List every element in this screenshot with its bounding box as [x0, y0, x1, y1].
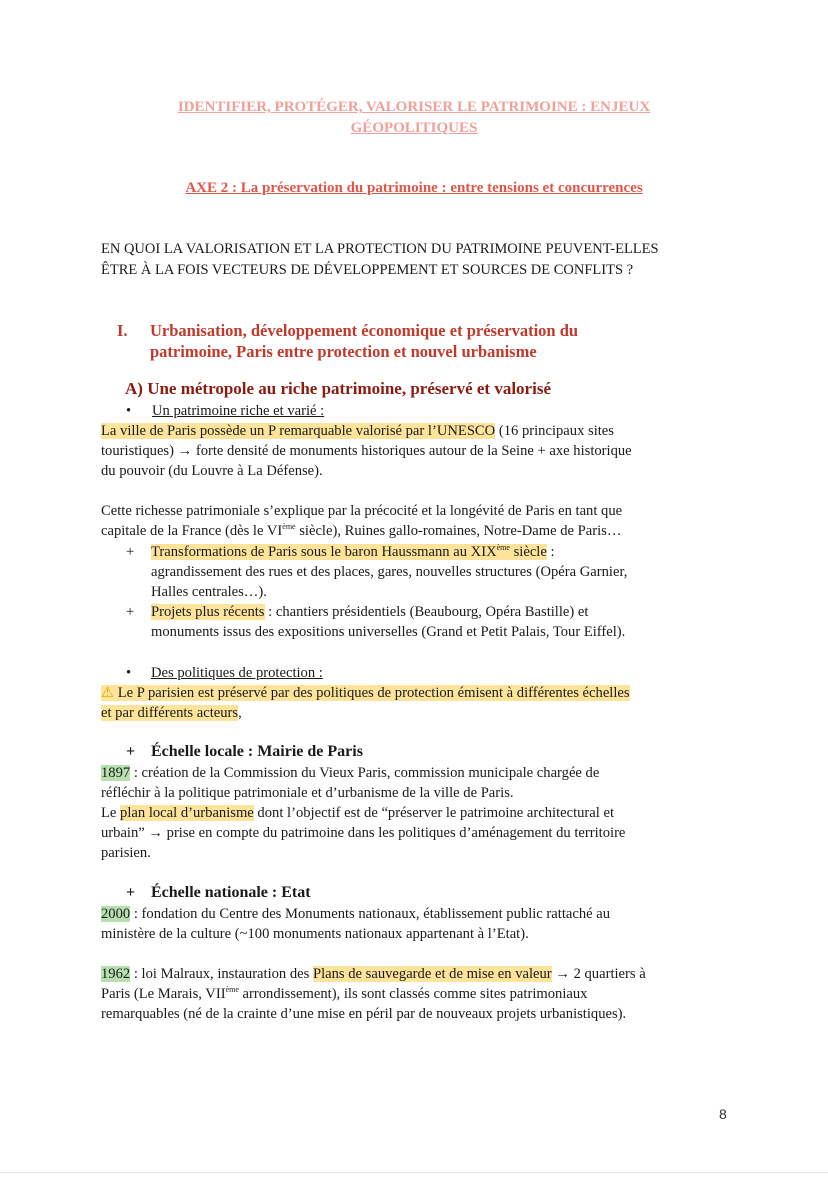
- scale-national-heading: Échelle nationale : Etat: [151, 884, 311, 901]
- local-para-line1: [101, 763, 599, 783]
- plus-projets-line2: monuments issus des expositions universelles (Grand et Petit Palais, Tour Eiffel).: [151, 624, 626, 640]
- local-para-line5: parisien.: [101, 845, 151, 861]
- text-segment: siècle: [509, 544, 547, 560]
- bullet-label-patrimoine: Un patrimoine riche et varié :: [152, 403, 325, 419]
- plus-marker: +: [126, 604, 135, 620]
- plus-marker: +: [126, 884, 136, 901]
- plus-haussmann-line1: [151, 542, 555, 562]
- text-segment: Le P parisien est préservé par des politiques de protection émisent à différentes échelles: [114, 685, 630, 701]
- plus-marker: +: [126, 743, 136, 760]
- bullet-marker: •: [126, 665, 132, 681]
- text-segment: :: [546, 544, 555, 560]
- document-title-line1: IDENTIFIER, PROTÉGER, VALORISER LE PATRIMOINE : ENJEUX: [177, 99, 651, 115]
- axe-heading: AXE 2 : La préservation du patrimoine : entre tensions et concurrences: [185, 180, 643, 196]
- text-segment: dont l’objectif est de “préserver le patrimoine architectural et: [253, 805, 615, 821]
- text-segment: capitale de la France (dès le VI: [101, 523, 283, 539]
- national-para1-line1: [101, 904, 610, 924]
- text-segment: arrondissement), ils sont classés comme sites patrimoniaux: [238, 986, 588, 1002]
- document-title-line2: GÉOPOLITIQUES: [350, 120, 478, 136]
- section-title-line1: Urbanisation, développement économique et préservation du: [150, 321, 579, 340]
- bullet-marker: •: [126, 403, 132, 419]
- warning-icon: ⚠: [101, 685, 115, 701]
- section-number: I.: [117, 321, 128, 340]
- text-segment: siècle), Ruines gallo-romaines, Notre-Dame de Paris…: [295, 523, 622, 539]
- page-bottom-divider: [0, 1172, 828, 1173]
- plus-marker: +: [126, 544, 135, 560]
- plus-haussmann-line3: Halles centrales…).: [151, 584, 267, 600]
- text-segment: Transformations de Paris sous le baron Haussmann au XIX: [151, 544, 497, 560]
- warning-line2: [101, 703, 242, 723]
- local-para-line4: urbain” → prise en compte du patrimoine dans les politiques d’aménagement du territoire: [101, 825, 626, 841]
- paragraph-unesco-line3: du pouvoir (du Louvre à La Défense).: [101, 463, 323, 479]
- text-segment: Le: [101, 805, 121, 821]
- national-para2-line1: [101, 964, 646, 984]
- paragraph-unesco-line1: [101, 421, 614, 441]
- paragraph-richesse-line1: Cette richesse patrimoniale s’explique par la précocité et la longévité de Paris en tant que: [101, 503, 623, 519]
- text-segment: : création de la Commission du Vieux Paris, commission municipale chargée de: [130, 765, 600, 781]
- warning-line1: [101, 683, 630, 703]
- paragraph-richesse-line2: [101, 521, 621, 541]
- year-1897: 1897: [101, 765, 131, 781]
- superscript: ème: [282, 522, 296, 532]
- highlight-warning: [101, 685, 630, 701]
- local-para-line3: [101, 803, 614, 823]
- bullet-label-politiques: Des politiques de protection :: [151, 665, 323, 681]
- highlight-haussmann: [151, 544, 547, 560]
- year-1962: 1962: [101, 966, 131, 982]
- plus-haussmann-line2: agrandissement des rues et des places, gares, nouvelles structures (Opéra Garnier,: [151, 564, 628, 580]
- text-segment: : loi Malraux, instauration des: [130, 966, 313, 982]
- highlight-unesco: La ville de Paris possède un P remarquable valorisé par l’UNESCO: [101, 423, 496, 439]
- superscript: ème: [496, 543, 510, 553]
- national-para2-line3: remarquables (né de la crainte d’une mise en péril par de nouveaux projets urbanistiques).: [101, 1006, 627, 1022]
- plus-projets-line1: [151, 602, 588, 622]
- text-segment: → 2 quartiers à: [551, 966, 646, 982]
- text-segment: : chantiers présidentiels (Beaubourg, Opéra Bastille) et: [264, 604, 589, 620]
- text-segment: ,: [238, 705, 242, 721]
- paragraph-unesco-line2: touristiques) → forte densité de monuments historiques autour de la Seine + axe historique: [101, 443, 632, 459]
- superscript: ème: [225, 985, 239, 995]
- page-number: 8: [719, 1106, 727, 1122]
- highlight-warning: et par différents acteurs: [101, 705, 239, 721]
- year-2000: 2000: [101, 906, 131, 922]
- highlight-plan-local: plan local d’urbanisme: [120, 805, 254, 821]
- text-segment: (16 principaux sites: [495, 423, 614, 439]
- question-line1: EN QUOI LA VALORISATION ET LA PROTECTION DU PATRIMOINE PEUVENT-ELLES: [101, 241, 659, 257]
- highlight-projets: Projets plus récents: [151, 604, 265, 620]
- highlight-plans-sauvegarde: Plans de sauvegarde et de mise en valeur: [312, 966, 552, 982]
- national-para2-line2: [101, 984, 587, 1004]
- national-para1-line2: ministère de la culture (~100 monuments nationaux appartenant à l’Etat).: [101, 926, 529, 942]
- section-title-line2: patrimoine, Paris entre protection et nouvel urbanisme: [150, 342, 537, 361]
- question-line2: ÊTRE À LA FOIS VECTEURS DE DÉVELOPPEMENT ET SOURCES DE CONFLITS ?: [101, 262, 634, 278]
- scale-local-heading: Échelle locale : Mairie de Paris: [151, 743, 363, 760]
- text-segment: Paris (Le Marais, VII: [101, 986, 226, 1002]
- subsection-a-title: A) Une métropole au riche patrimoine, préservé et valorisé: [125, 379, 551, 398]
- local-para-line2: réfléchir à la politique patrimoniale et d’urbanisme de la ville de Paris.: [101, 785, 514, 801]
- text-segment: : fondation du Centre des Monuments nationaux, établissement public rattaché au: [130, 906, 611, 922]
